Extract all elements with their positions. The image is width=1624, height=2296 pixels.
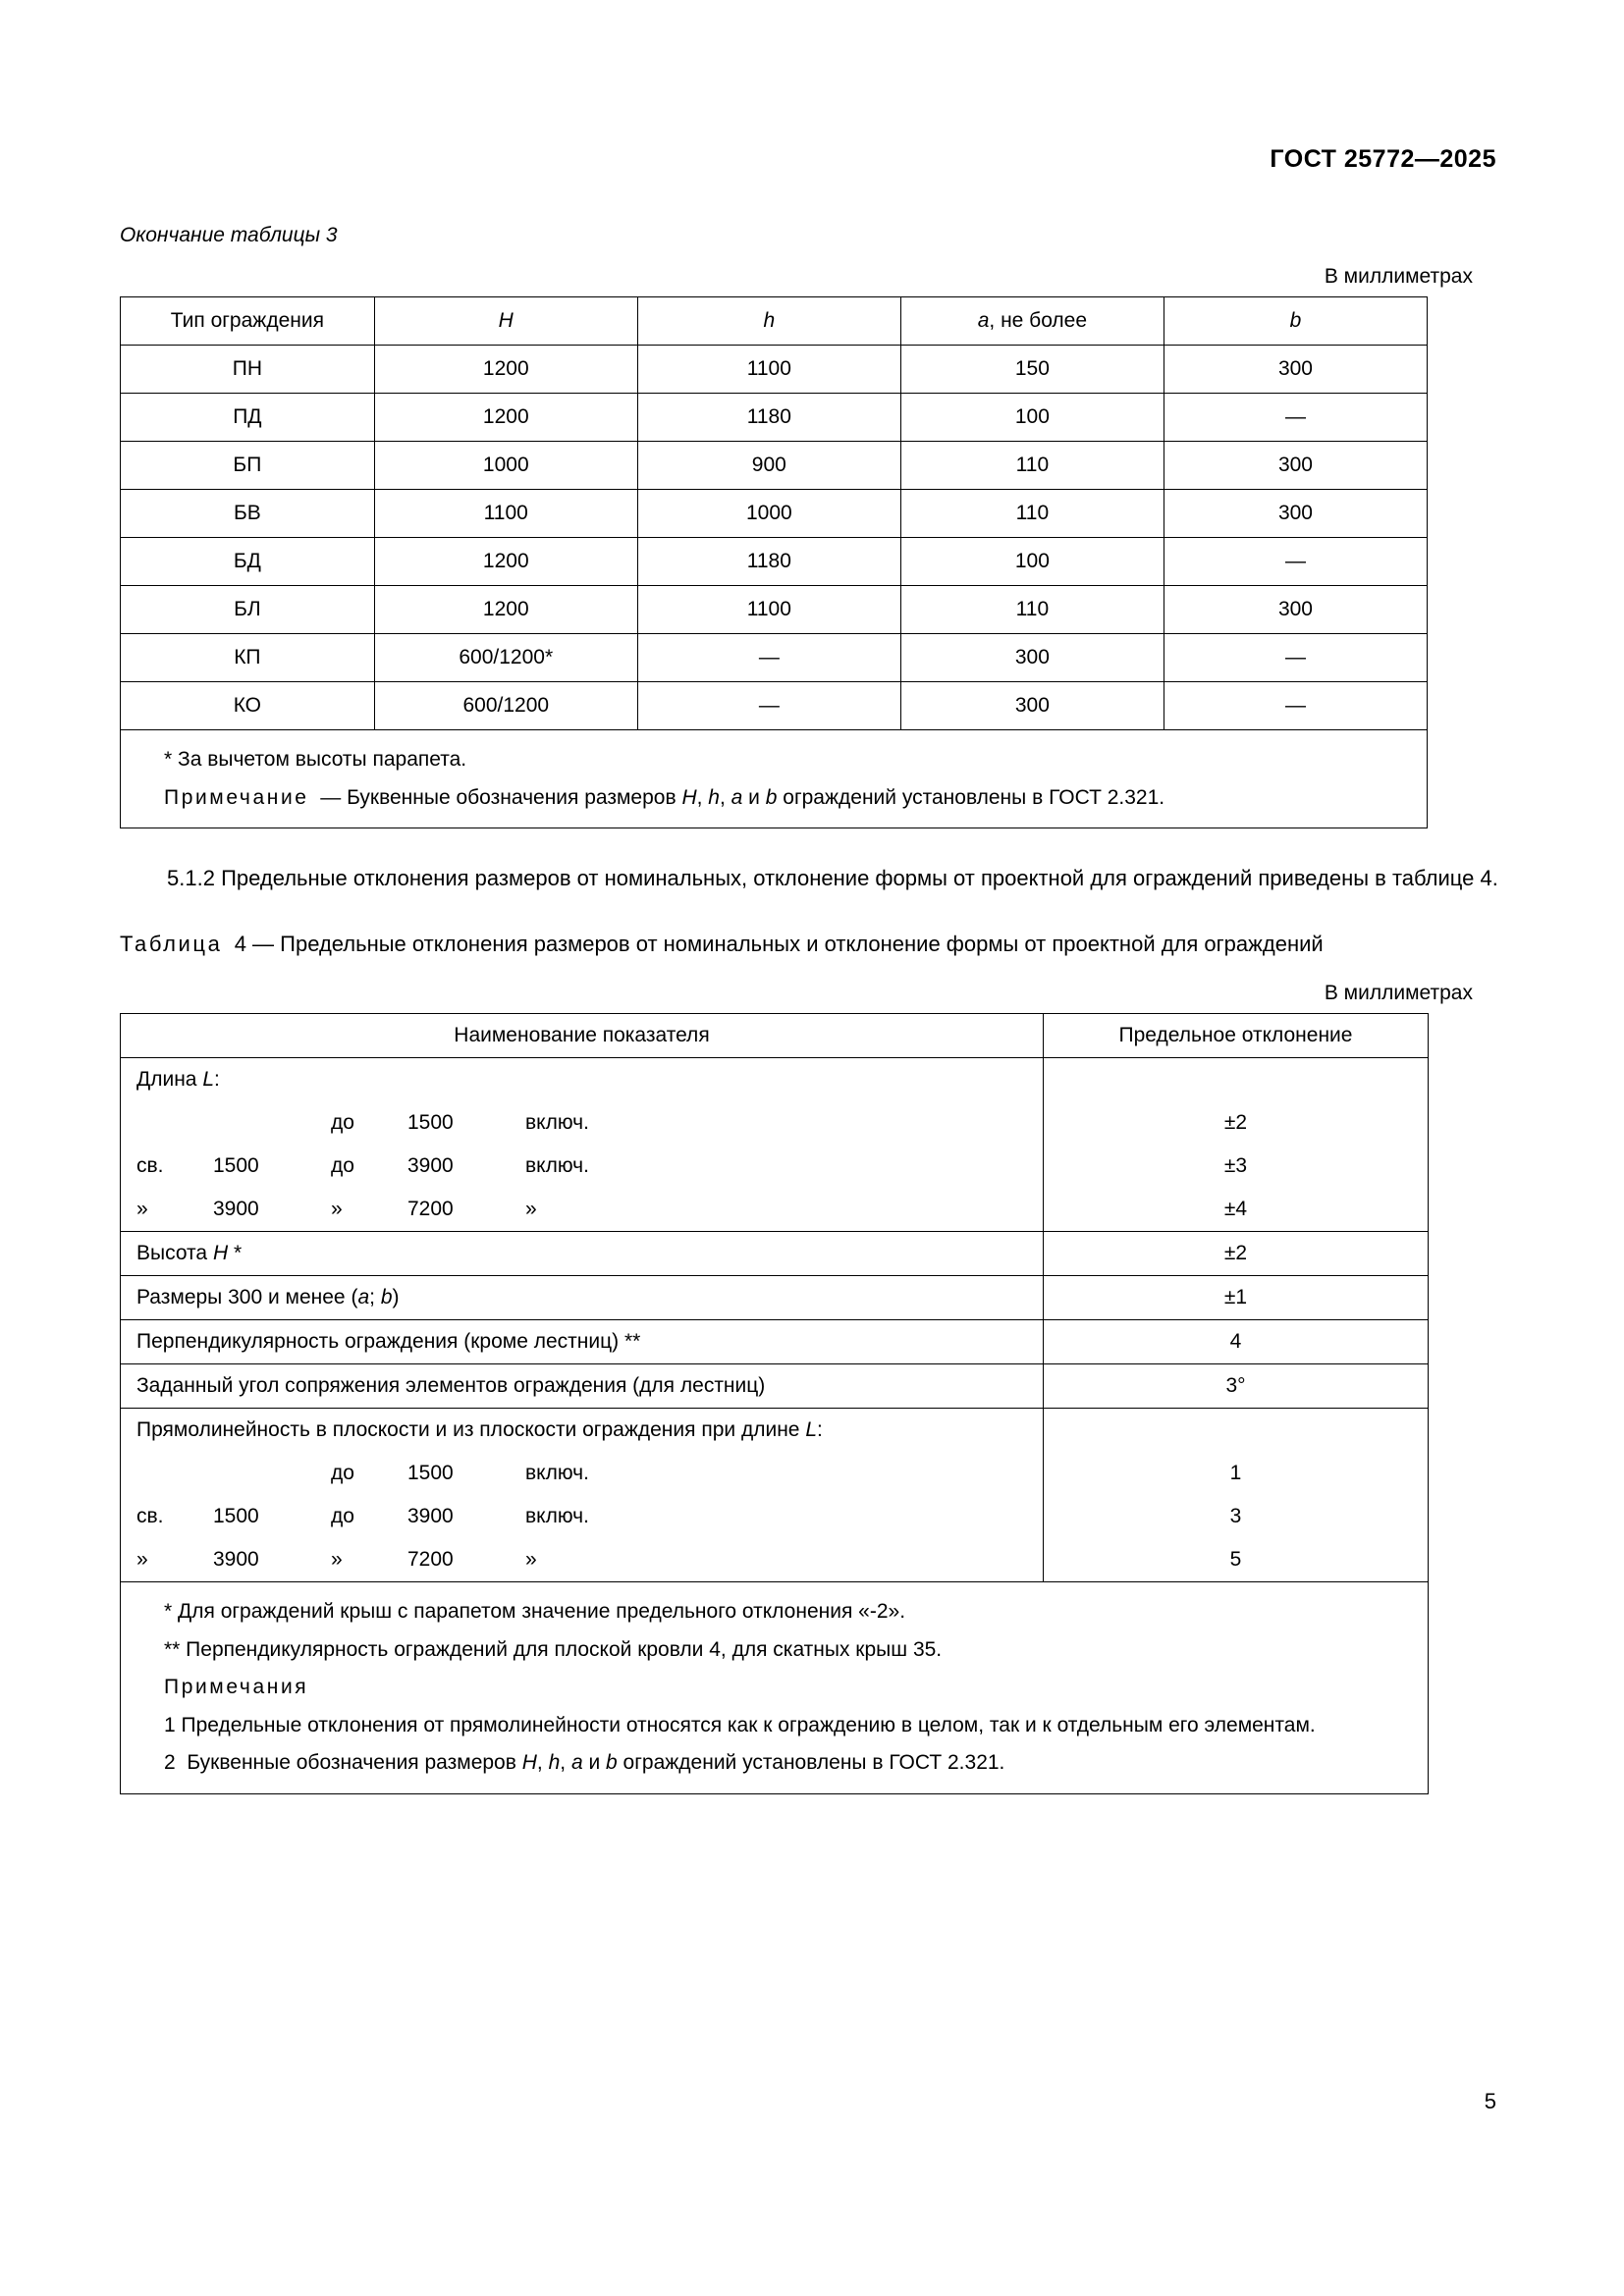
cell-b: — — [1164, 682, 1427, 730]
sub-c1 — [136, 1111, 213, 1135]
sub-c4: 7200 — [407, 1548, 454, 1572]
sub-c1 — [136, 1462, 213, 1485]
row-sub — [121, 1145, 1044, 1188]
table3-col-1: H — [374, 297, 637, 346]
table-row — [121, 538, 1428, 586]
sub-c2: 3900 — [213, 1548, 259, 1572]
row-value: ±3 — [1044, 1145, 1429, 1188]
sub-c2: 1500 — [213, 1505, 259, 1528]
table3-footer-cell — [121, 730, 1428, 828]
table-row — [121, 1058, 1429, 1102]
row-label-length: Длина L: — [121, 1058, 1044, 1102]
cell-h: — — [637, 634, 900, 682]
sub-c5: » — [525, 1198, 537, 1221]
table4-notes-label: Примечания — [164, 1676, 309, 1699]
table4-note-2: 2 Буквенные обозначения размеров H, h, a и b ограждений установлены в ГОСТ 2.321. — [164, 1751, 1005, 1775]
row-value: ±1 — [1044, 1276, 1429, 1320]
row-value — [1044, 1058, 1429, 1102]
table-row — [121, 1145, 1429, 1188]
cell-h: 900 — [637, 442, 900, 490]
cell-b: 300 — [1164, 346, 1427, 394]
sub-c2 — [213, 1462, 331, 1485]
table4-note-1: 1 Предельные отклонения от прямолинейности относятся как к ограждению в целом, так и к отдельным его элементам. — [164, 1713, 1316, 1736]
sub-c5: » — [525, 1548, 537, 1572]
table4-title-label: Таблица — [120, 932, 223, 957]
cell-b: 300 — [1164, 586, 1427, 634]
table4-units: В миллиметрах — [1324, 982, 1473, 1005]
cell-type: БД — [121, 538, 375, 586]
table-header-row — [121, 297, 1428, 346]
sub-c5: включ. — [525, 1462, 589, 1485]
table-row — [121, 442, 1428, 490]
cell-H: 1100 — [374, 490, 637, 538]
cell-h: — — [637, 682, 900, 730]
sub-c4: 3900 — [407, 1154, 454, 1178]
table4-footnote-2: ** Перпендикулярность ограждений для плоской кровли 4, для скатных крыш 35. — [164, 1637, 943, 1661]
clause-text: Предельные отклонения размеров от номинальных, отклонение формы от проектной для ограждений приведены в таблице 4. — [221, 866, 1498, 891]
table3-col-3: a, не более — [900, 297, 1164, 346]
table-row — [121, 1409, 1429, 1453]
page-header-standard: ГОСТ 25772—2025 — [1270, 145, 1496, 173]
sub-c2 — [213, 1111, 331, 1135]
sub-c1: св. — [136, 1154, 164, 1178]
table-row — [121, 1495, 1429, 1538]
table-row — [121, 634, 1428, 682]
cell-H: 1200 — [374, 538, 637, 586]
sub-c5: включ. — [525, 1111, 589, 1135]
table3-footer-row — [121, 730, 1428, 828]
cell-h: 1100 — [637, 586, 900, 634]
cell-H: 1200 — [374, 394, 637, 442]
sub-c4: 3900 — [407, 1505, 454, 1528]
table4-header-row — [121, 1014, 1429, 1058]
row-sub — [121, 1452, 1044, 1495]
table-row — [121, 1320, 1429, 1364]
table4-col-1: Предельное отклонение — [1044, 1014, 1429, 1058]
sub-c2: 3900 — [213, 1198, 259, 1221]
row-value: ±4 — [1044, 1188, 1429, 1232]
table-row — [121, 586, 1428, 634]
row-value: 5 — [1044, 1538, 1429, 1582]
row-value: ±2 — [1044, 1232, 1429, 1276]
table3-col-4: b — [1164, 297, 1427, 346]
sub-c1: св. — [136, 1505, 164, 1528]
row-value: 4 — [1044, 1320, 1429, 1364]
note-label: Примечание — [164, 785, 309, 809]
row-value: ±2 — [1044, 1101, 1429, 1145]
table-row — [121, 1101, 1429, 1145]
cell-h: 1000 — [637, 490, 900, 538]
sub-c4: 1500 — [407, 1111, 454, 1135]
sub-c5: включ. — [525, 1154, 589, 1178]
row-sub — [121, 1188, 1044, 1232]
row-label-straightness: Прямолинейность в плоскости и из плоскости ограждения при длине L: — [121, 1409, 1044, 1453]
table4-footer-cell — [121, 1582, 1429, 1794]
table3-col-2: h — [637, 297, 900, 346]
table3-footnote: * За вычетом высоты парапета. — [164, 748, 467, 771]
row-label-perpendicularity: Перпендикулярность ограждения (кроме лестниц) ** — [121, 1320, 1044, 1364]
table-row — [121, 1364, 1429, 1409]
sub-c3: » — [331, 1548, 343, 1572]
page-number: 5 — [1484, 2089, 1496, 2113]
table-4 — [120, 1013, 1429, 1794]
table3-col-0: Тип ограждения — [121, 297, 375, 346]
cell-type: КО — [121, 682, 375, 730]
cell-type: БЛ — [121, 586, 375, 634]
table-row — [121, 394, 1428, 442]
row-label-angle: Заданный угол сопряжения элементов ограждения (для лестниц) — [121, 1364, 1044, 1409]
sub-c1: » — [136, 1198, 148, 1221]
cell-a: 110 — [900, 586, 1164, 634]
table4-footnote-1: * Для ограждений крыш с парапетом значение предельного отклонения «-2». — [164, 1600, 906, 1624]
table-row — [121, 1188, 1429, 1232]
sub-c3: до — [331, 1111, 354, 1135]
cell-a: 300 — [900, 634, 1164, 682]
sub-c3: до — [331, 1505, 354, 1528]
table-row — [121, 490, 1428, 538]
row-value: 3 — [1044, 1495, 1429, 1538]
row-value — [1044, 1409, 1429, 1453]
cell-b: — — [1164, 394, 1427, 442]
row-value: 3° — [1044, 1364, 1429, 1409]
cell-h: 1100 — [637, 346, 900, 394]
table3-units: В миллиметрах — [1324, 265, 1473, 288]
row-label-height: Высота H * — [121, 1232, 1044, 1276]
table3-note: Примечание — Буквенные обозначения размеров H, h, a и b ограждений установлены в ГОСТ 2.321. — [164, 785, 1165, 809]
sub-c1: » — [136, 1548, 148, 1572]
row-label-sizes: Размеры 300 и менее (a; b) — [121, 1276, 1044, 1320]
cell-H: 600/1200 — [374, 682, 637, 730]
table4-col-0: Наименование показателя — [121, 1014, 1044, 1058]
table4-footer-row — [121, 1582, 1429, 1794]
table-row — [121, 1276, 1429, 1320]
sub-c4: 1500 — [407, 1462, 454, 1485]
cell-H: 1000 — [374, 442, 637, 490]
sub-c2: 1500 — [213, 1154, 259, 1178]
cell-b: — — [1164, 538, 1427, 586]
cell-type: БП — [121, 442, 375, 490]
row-sub — [121, 1495, 1044, 1538]
cell-a: 100 — [900, 538, 1164, 586]
table-row — [121, 346, 1428, 394]
sub-c5: включ. — [525, 1505, 589, 1528]
cell-type: БВ — [121, 490, 375, 538]
table-row — [121, 682, 1428, 730]
cell-a: 110 — [900, 490, 1164, 538]
row-sub — [121, 1538, 1044, 1582]
cell-type: ПД — [121, 394, 375, 442]
clause-5-1-2 — [120, 862, 1504, 894]
cell-H: 1200 — [374, 586, 637, 634]
cell-h: 1180 — [637, 538, 900, 586]
cell-type: КП — [121, 634, 375, 682]
cell-H: 600/1200* — [374, 634, 637, 682]
table-row — [121, 1452, 1429, 1495]
table-row — [121, 1538, 1429, 1582]
table4-title-text: — Предельные отклонения размеров от номинальных и отклонение формы от проектной для ограждений — [252, 932, 1324, 957]
sub-c3: » — [331, 1198, 343, 1221]
row-sub — [121, 1101, 1044, 1145]
clause-number: 5.1.2 — [167, 866, 215, 891]
row-value: 1 — [1044, 1452, 1429, 1495]
cell-a: 100 — [900, 394, 1164, 442]
cell-a: 150 — [900, 346, 1164, 394]
cell-H: 1200 — [374, 346, 637, 394]
cell-b: 300 — [1164, 490, 1427, 538]
table4-title: Таблица 4 — Предельные отклонения размеров от номинальных и отклонение формы от проектной для ограждений — [120, 932, 1324, 957]
table-row — [121, 1232, 1429, 1276]
sub-c3: до — [331, 1462, 354, 1485]
cell-a: 110 — [900, 442, 1164, 490]
cell-h: 1180 — [637, 394, 900, 442]
cell-b: — — [1164, 634, 1427, 682]
sub-c3: до — [331, 1154, 354, 1178]
sub-c4: 7200 — [407, 1198, 454, 1221]
table-3 — [120, 296, 1428, 828]
table3-caption: Окончание таблицы 3 — [120, 224, 338, 246]
cell-type: ПН — [121, 346, 375, 394]
page-content — [120, 224, 1504, 1794]
cell-b: 300 — [1164, 442, 1427, 490]
cell-a: 300 — [900, 682, 1164, 730]
